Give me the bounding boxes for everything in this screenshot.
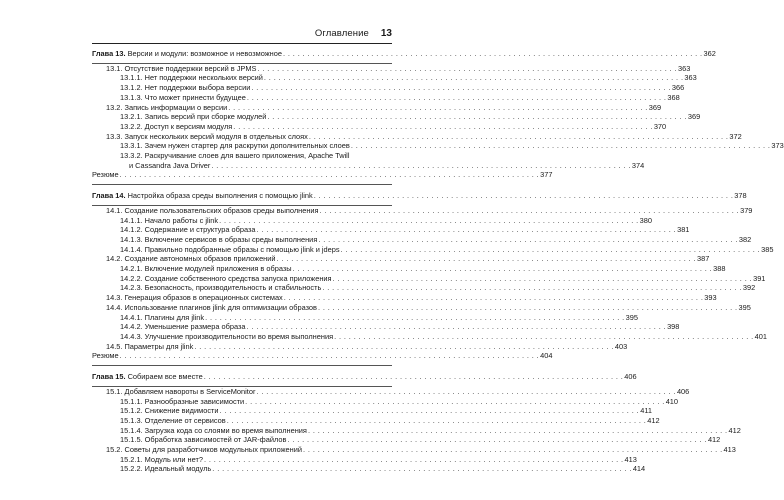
toc-page-number: 370 bbox=[653, 121, 667, 131]
toc-entry-text: 13.1.2. Нет поддержки выбора версии bbox=[120, 83, 251, 93]
leader-dots: . . . . . . . . . . . . . . . . . . . . . . . . . . . . . . . . . . . . . . . . . . . . . . . . . . . . . . . . . . . . . . . . . . . . . . . . . . . . . . . . . . . . . . bbox=[219, 406, 640, 416]
toc-entry bbox=[92, 83, 685, 93]
toc-entry bbox=[92, 121, 667, 132]
toc-page-number: 411 bbox=[640, 406, 653, 416]
toc-page-number: 406 bbox=[624, 372, 637, 382]
toc-entry bbox=[92, 454, 637, 465]
toc-entry bbox=[92, 406, 653, 416]
toc-entry bbox=[92, 386, 690, 397]
toc-page-number: 366 bbox=[671, 83, 685, 93]
leader-dots: . . . . . . . . . . . . . . . . . . . . . . . . . . . . . . . . . . . . . . . . . . . . . . . . . . . . . . . . . . . . . . . . . . . . . . . . . . . . . . . . . . . . . . bbox=[283, 293, 704, 303]
toc-entry-text bbox=[92, 191, 313, 201]
toc-entry-text: 14.1. Создание пользовательских образов среды выполнения bbox=[106, 205, 319, 215]
toc-entry bbox=[92, 225, 690, 235]
leader-dots: . . . . . . . . . . . . . . . . . . . . . . . . . . . . . . . . . . . . . . . . . . . . . . . . . . . . . . . . . . . . . . . . . . . . . . . . . . . . . . . . . . . . . . bbox=[119, 170, 540, 180]
toc-entry bbox=[92, 102, 662, 113]
leader-dots: . . . . . . . . . . . . . . . . . . . . . . . . . . . . . . . . . . . . . . . . . . . . . . . . . . . . . . . . . . . . . . . . . . . . . . . . . . . . . . . . . . . . . . bbox=[203, 454, 624, 464]
toc-entry-text bbox=[92, 49, 282, 59]
toc-entry-text: 14.2.3. Безопасность, производительность и стабильность bbox=[120, 283, 322, 293]
toc-entry-text: 13.1.3. Что может принести будущее bbox=[120, 92, 246, 102]
leader-dots: . . . . . . . . . . . . . . . . . . . . . . . . . . . . . . . . . . . . . . . . . . . . . . . . . . . . . . . . . . . . . . . . . . . . . . . . . . . . . . . . . . . . . . bbox=[257, 63, 677, 73]
toc-entry bbox=[92, 425, 741, 436]
toc-entry-text: 15.1.2. Снижение видимости bbox=[120, 406, 219, 416]
toc-page-number: 391 bbox=[753, 273, 766, 283]
toc-page-number: 379 bbox=[740, 205, 753, 215]
toc-entry bbox=[92, 322, 680, 332]
leader-dots: . . . . . . . . . . . . . . . . . . . . . . . . . . . . . . . . . . . . . . . . . . . . . . . . . . . . . . . . . . . . . . . . . . . . . . . . . . . . . . . . . . . . . . bbox=[350, 141, 771, 151]
leader-dots: . . . . . . . . . . . . . . . . . . . . . . . . . . . . . . . . . . . . . . . . . . . . . . . . . . . . . . . . . . . . . . . . . . . . . . . . . . . . . . . . . . . . . . bbox=[287, 435, 707, 445]
toc-entry bbox=[92, 445, 736, 455]
leader-dots: . . . . . . . . . . . . . . . . . . . . . . . . . . . . . . . . . . . . . . . . . . . . . . . . . . . . . . . . . . . . . . . . . . . . . . . . . . . . . . . . . . . . . . bbox=[212, 464, 632, 474]
running-header bbox=[92, 28, 392, 42]
toc-entry-text: 14.3. Генерация образов в операционных системах bbox=[106, 293, 283, 303]
leader-dots: . . . . . . . . . . . . . . . . . . . . . . . . . . . . . . . . . . . . . . . . . . . . . . . . . . . . . . . . . . . . . . . . . . . . . . . . . . . . . . . . . . . . . . bbox=[194, 341, 614, 351]
toc-page-number: 403 bbox=[614, 341, 628, 351]
toc-page-number: 369 bbox=[687, 112, 701, 122]
toc-chapter-entry bbox=[92, 49, 716, 59]
toc-entry bbox=[92, 112, 701, 122]
toc-page-number: 395 bbox=[738, 302, 751, 312]
toc-entry-text: 14.4.3. Улучшение производительности во время выполнения bbox=[120, 331, 334, 341]
toc-chapter-entry bbox=[92, 191, 747, 201]
leader-dots: . . . . . . . . . . . . . . . . . . . . . . . . . . . . . . . . . . . . . . . . . . . . . . . . . . . . . . . . . . . . . . . . . . . . . . . . . . . . . . . . . . . . . . bbox=[332, 273, 753, 283]
toc-page-number: 413 bbox=[723, 445, 736, 455]
toc-entry-text bbox=[92, 372, 203, 382]
toc-entry bbox=[92, 331, 767, 342]
toc-entry-text: 13.2.2. Доступ к версиям модуля bbox=[120, 121, 233, 131]
toc-entry bbox=[92, 264, 726, 274]
page-number: 13 bbox=[380, 28, 392, 39]
toc-entry-text: 13.3.1. Зачем нужен стартер для раскрутки дополнительных слоев bbox=[120, 141, 350, 151]
leader-dots: . . . . . . . . . . . . . . . . . . . . . . . . . . . . . . . . . . . . . . . . . . . . . . . . . . . . . . . . . . . . . . . . . . . . . . . . . . . . . . . . . . . . . . bbox=[307, 425, 728, 435]
toc-entry-text: 14.1.4. Правильно подобранные образы с помощью jlink и jdeps bbox=[120, 244, 340, 254]
leader-dots: . . . . . . . . . . . . . . . . . . . . . . . . . . . . . . . . . . . . . . . . . . . . . . . . . . . . . . . . . . . . . . . . . . . . . . . . . . . . . . . . . . . . . . bbox=[256, 386, 676, 396]
toc-page-number: 387 bbox=[697, 254, 710, 264]
leader-dots: . . . . . . . . . . . . . . . . . . . . . . . . . . . . . . . . . . . . . . . . . . . . . . . . . . . . . . . . . . . . . . . . . . . . . . . . . . . . . . . . . . . . . . bbox=[246, 92, 667, 102]
toc-page-number: 385 bbox=[761, 244, 774, 254]
toc-entry-text: 13.1. Отсутствие поддержки версий в JPMS bbox=[106, 63, 257, 73]
toc-page-number: 395 bbox=[625, 312, 638, 322]
toc-entry-text: 15.1. Добавляем навороты в ServiceMonitor bbox=[106, 386, 256, 396]
toc-entry-text: 14.2. Создание автономных образов приложений bbox=[106, 254, 276, 264]
toc-entry bbox=[92, 205, 753, 216]
toc-page-number: 362 bbox=[703, 49, 716, 58]
chapter-title: Версии и модули: возможное и невозможное bbox=[125, 49, 282, 58]
chapter-label: Глава 15. bbox=[92, 372, 126, 382]
toc-page-number: 412 bbox=[728, 425, 741, 435]
toc-entry bbox=[92, 273, 766, 284]
chapter-separator bbox=[92, 365, 392, 366]
toc-page-number: 363 bbox=[684, 73, 697, 83]
toc-entry-text: 15.2.2. Идеальный модуль bbox=[120, 464, 212, 474]
leader-dots: . . . . . . . . . . . . . . . . . . . . . . . . . . . . . . . . . . . . . . . . . . . . . . . . . . . . . . . . . . . . . . . . . . . . . . . . . . . . . . . . . . . . . . bbox=[256, 225, 677, 235]
leader-dots: . . . . . . . . . . . . . . . . . . . . . . . . . . . . . . . . . . . . . . . . . . . . . . . . . . . . . . . . . . . . . . . . . . . . . . . . . . . . . . . . . . . . . . bbox=[246, 322, 667, 332]
toc-entry-text: Резюме bbox=[92, 351, 119, 361]
leader-dots: . . . . . . . . . . . . . . . . . . . . . . . . . . . . . . . . . . . . . . . . . . . . . . . . . . . . . . . . . . . . . . . . . . . . . . . . . . . . . . . . . . . . . . bbox=[203, 372, 624, 382]
toc-entry-text: 15.1.1. Разнообразные зависимости bbox=[120, 396, 245, 406]
leader-dots: . . . . . . . . . . . . . . . . . . . . . . . . . . . . . . . . . . . . . . . . . . . . . . . . . . . . . . . . . . . . . . . . . . . . . . . . . . . . . . . . . . . . . . bbox=[308, 131, 729, 141]
toc-entry-text: и Cassandra Java Driver bbox=[129, 160, 211, 170]
toc-entry-text: 14.5. Параметры для jlink bbox=[106, 341, 194, 351]
toc-entry bbox=[92, 92, 680, 103]
toc-page-number: 412 bbox=[707, 435, 721, 445]
chapter-title: Настройка образа среды выполнения с помощью jlink bbox=[125, 191, 313, 201]
toc-page-number: 413 bbox=[624, 454, 637, 464]
toc-entry-text: 14.4.1. Плагины для jlink bbox=[120, 312, 205, 322]
leader-dots: . . . . . . . . . . . . . . . . . . . . . . . . . . . . . . . . . . . . . . . . . . . . . . . . . . . . . . . . . . . . . . . . . . . . . . . . . . . . . . . . . . . . . . bbox=[245, 396, 665, 406]
toc-entry-text: 13.2. Запись информации о версии bbox=[106, 102, 228, 112]
toc-entry bbox=[92, 435, 721, 445]
toc-entry-text: 15.1.4. Загрузка кода со слоями во время выполнения bbox=[120, 425, 307, 435]
table-of-contents bbox=[92, 49, 784, 474]
toc-entry-text: Резюме bbox=[92, 170, 119, 180]
leader-dots: . . . . . . . . . . . . . . . . . . . . . . . . . . . . . . . . . . . . . . . . . . . . . . . . . . . . . . . . . . . . . . . . . . . . . . . . . . . . . . . . . . . . . . bbox=[313, 191, 734, 201]
toc-entry bbox=[92, 351, 553, 361]
leader-dots: . . . . . . . . . . . . . . . . . . . . . . . . . . . . . . . . . . . . . . . . . . . . . . . . . . . . . . . . . . . . . . . . . . . . . . . . . . . . . . . . . . . . . . bbox=[276, 254, 697, 264]
toc-page-number: 412 bbox=[647, 415, 660, 425]
toc-entry-text: 14.2.1. Включение модулей приложения в образы bbox=[120, 264, 292, 274]
leader-dots: . . . . . . . . . . . . . . . . . . . . . . . . . . . . . . . . . . . . . . . . . . . . . . . . . . . . . . . . . . . . . . . . . . . . . . . . . . . . . . . . . . . . . . bbox=[282, 49, 703, 58]
leader-dots: . . . . . . . . . . . . . . . . . . . . . . . . . . . . . . . . . . . . . . . . . . . . . . . . . . . . . . . . . . . . . . . . . . . . . . . . . . . . . . . . . . . . . . bbox=[228, 102, 648, 112]
toc-entry bbox=[92, 396, 679, 407]
toc-page-number: 393 bbox=[704, 293, 717, 303]
toc-chapter-entry bbox=[92, 372, 637, 382]
toc-entry-line: 13.3.2. Раскручивание слоев для вашего приложения, Apache Twill bbox=[120, 151, 350, 161]
toc-entry bbox=[92, 464, 646, 474]
toc-entry-text: 13.2.1. Запись версий при сборке модулей bbox=[120, 112, 267, 122]
toc-entry-text: 14.1.3. Включение сервисов в образы среды выполнения bbox=[120, 234, 318, 244]
toc-entry-text: 14.1.2. Содержание и структура образа bbox=[120, 225, 256, 235]
toc-page-number: 382 bbox=[738, 234, 752, 244]
toc-page-number: 377 bbox=[540, 170, 553, 180]
leader-dots: . . . . . . . . . . . . . . . . . . . . . . . . . . . . . . . . . . . . . . . . . . . . . . . . . . . . . . . . . . . . . . . . . . . . . . . . . . . . . . . . . . . . . . bbox=[319, 205, 740, 215]
toc-entry bbox=[92, 63, 691, 74]
toc-page-number: 372 bbox=[729, 131, 742, 141]
leader-dots: . . . . . . . . . . . . . . . . . . . . . . . . . . . . . . . . . . . . . . . . . . . . . . . . . . . . . . . . . . . . . . . . . . . . . . . . . . . . . . . . . . . . . . bbox=[211, 160, 631, 170]
chapter-label: Глава 13. bbox=[92, 49, 126, 58]
toc-entry-text: 14.1.1. Начало работы с jlink bbox=[120, 215, 219, 225]
toc-page-number: 381 bbox=[677, 225, 690, 235]
toc-page-number: 401 bbox=[754, 331, 767, 341]
leader-dots: . . . . . . . . . . . . . . . . . . . . . . . . . . . . . . . . . . . . . . . . . . . . . . . . . . . . . . . . . . . . . . . . . . . . . . . . . . . . . . . . . . . . . . bbox=[334, 331, 754, 341]
toc-page-number: 392 bbox=[742, 283, 756, 293]
toc-page-number: 374 bbox=[631, 160, 645, 170]
toc-entry bbox=[92, 283, 756, 293]
leader-dots: . . . . . . . . . . . . . . . . . . . . . . . . . . . . . . . . . . . . . . . . . . . . . . . . . . . . . . . . . . . . . . . . . . . . . . . . . . . . . . . . . . . . . . bbox=[303, 445, 723, 455]
toc-page-number: 378 bbox=[734, 191, 747, 201]
toc-entry bbox=[92, 73, 697, 83]
toc-entry-text: 15.2.1. Модуль или нет? bbox=[120, 454, 203, 464]
toc-entry bbox=[92, 312, 638, 323]
toc-entry-text: 14.2.2. Создание собственного средства запуска приложения bbox=[120, 273, 332, 283]
leader-dots: . . . . . . . . . . . . . . . . . . . . . . . . . . . . . . . . . . . . . . . . . . . . . . . . . . . . . . . . . . . . . . . . . . . . . . . . . . . . . . . . . . . . . . bbox=[226, 415, 647, 425]
toc-page-number: 398 bbox=[667, 322, 680, 332]
toc-page-number: 414 bbox=[632, 464, 646, 474]
toc-entry-text: 14.4. Использование плагинов jlink для оптимизации образов bbox=[106, 302, 317, 312]
toc-page-number: 406 bbox=[676, 386, 690, 396]
toc-entry-text: 14.4.2. Уменьшение размера образа bbox=[120, 322, 246, 332]
toc-page-number: 373 bbox=[771, 141, 784, 151]
leader-dots: . . . . . . . . . . . . . . . . . . . . . . . . . . . . . . . . . . . . . . . . . . . . . . . . . . . . . . . . . . . . . . . . . . . . . . . . . . . . . . . . . . . . . . bbox=[233, 121, 653, 131]
toc-page-number: 388 bbox=[713, 264, 726, 274]
leader-dots: . . . . . . . . . . . . . . . . . . . . . . . . . . . . . . . . . . . . . . . . . . . . . . . . . . . . . . . . . . . . . . . . . . . . . . . . . . . . . . . . . . . . . . bbox=[263, 73, 684, 83]
toc-entry bbox=[92, 141, 784, 151]
toc-entry bbox=[92, 244, 774, 255]
toc-entry bbox=[92, 415, 660, 426]
leader-dots: . . . . . . . . . . . . . . . . . . . . . . . . . . . . . . . . . . . . . . . . . . . . . . . . . . . . . . . . . . . . . . . . . . . . . . . . . . . . . . . . . . . . . . bbox=[267, 112, 687, 122]
chapter-separator bbox=[92, 184, 392, 185]
leader-dots: . . . . . . . . . . . . . . . . . . . . . . . . . . . . . . . . . . . . . . . . . . . . . . . . . . . . . . . . . . . . . . . . . . . . . . . . . . . . . . . . . . . . . . bbox=[292, 264, 713, 274]
leader-dots: . . . . . . . . . . . . . . . . . . . . . . . . . . . . . . . . . . . . . . . . . . . . . . . . . . . . . . . . . . . . . . . . . . . . . . . . . . . . . . . . . . . . . . bbox=[205, 312, 625, 322]
section-title: Оглавление bbox=[314, 28, 369, 39]
leader-dots: . . . . . . . . . . . . . . . . . . . . . . . . . . . . . . . . . . . . . . . . . . . . . . . . . . . . . . . . . . . . . . . . . . . . . . . . . . . . . . . . . . . . . . bbox=[119, 351, 540, 361]
toc-entry bbox=[92, 170, 553, 180]
header-rule bbox=[92, 43, 392, 44]
toc-page-number: 404 bbox=[540, 351, 553, 361]
toc-entry-text: 15.1.5. Обработка зависимостей от JAR-файлов bbox=[120, 435, 287, 445]
chapter-title: Собираем все вместе bbox=[125, 372, 203, 382]
toc-page-number: 368 bbox=[667, 92, 680, 102]
toc-entry bbox=[92, 293, 717, 303]
toc-entry bbox=[92, 215, 652, 226]
toc-page-number: 410 bbox=[665, 396, 679, 406]
toc-entry-text: 15.2. Советы для разработчиков модульных приложений bbox=[106, 445, 303, 455]
chapter-label: Глава 14. bbox=[92, 191, 126, 201]
toc-entry-text: 15.1.3. Отделение от сервисов bbox=[120, 415, 226, 425]
toc-entry bbox=[92, 254, 710, 264]
leader-dots: . . . . . . . . . . . . . . . . . . . . . . . . . . . . . . . . . . . . . . . . . . . . . . . . . . . . . . . . . . . . . . . . . . . . . . . . . . . . . . . . . . . . . . bbox=[219, 215, 639, 225]
leader-dots: . . . . . . . . . . . . . . . . . . . . . . . . . . . . . . . . . . . . . . . . . . . . . . . . . . . . . . . . . . . . . . . . . . . . . . . . . . . . . . . . . . . . . . bbox=[322, 283, 742, 293]
toc-page-number: 380 bbox=[639, 215, 652, 225]
leader-dots: . . . . . . . . . . . . . . . . . . . . . . . . . . . . . . . . . . . . . . . . . . . . . . . . . . . . . . . . . . . . . . . . . . . . . . . . . . . . . . . . . . . . . . bbox=[251, 83, 671, 93]
toc-entry bbox=[92, 341, 628, 352]
toc-entry-multiline bbox=[92, 151, 645, 170]
toc-entry bbox=[92, 131, 742, 142]
toc-entry bbox=[92, 302, 751, 313]
toc-page-number: 369 bbox=[648, 102, 662, 112]
toc-entry-text: 13.1.1. Нет поддержки нескольких версий bbox=[120, 73, 263, 83]
toc-entry bbox=[92, 234, 752, 245]
toc-entry-text: 13.3. Запуск нескольких версий модуля в отдельных слоях bbox=[106, 131, 308, 141]
leader-dots: . . . . . . . . . . . . . . . . . . . . . . . . . . . . . . . . . . . . . . . . . . . . . . . . . . . . . . . . . . . . . . . . . . . . . . . . . . . . . . . . . . . . . . bbox=[340, 244, 761, 254]
leader-dots: . . . . . . . . . . . . . . . . . . . . . . . . . . . . . . . . . . . . . . . . . . . . . . . . . . . . . . . . . . . . . . . . . . . . . . . . . . . . . . . . . . . . . . bbox=[317, 302, 738, 312]
leader-dots: . . . . . . . . . . . . . . . . . . . . . . . . . . . . . . . . . . . . . . . . . . . . . . . . . . . . . . . . . . . . . . . . . . . . . . . . . . . . . . . . . . . . . . bbox=[318, 234, 738, 244]
toc-page-number: 363 bbox=[677, 63, 691, 73]
toc-entry-line-2 bbox=[120, 160, 645, 171]
